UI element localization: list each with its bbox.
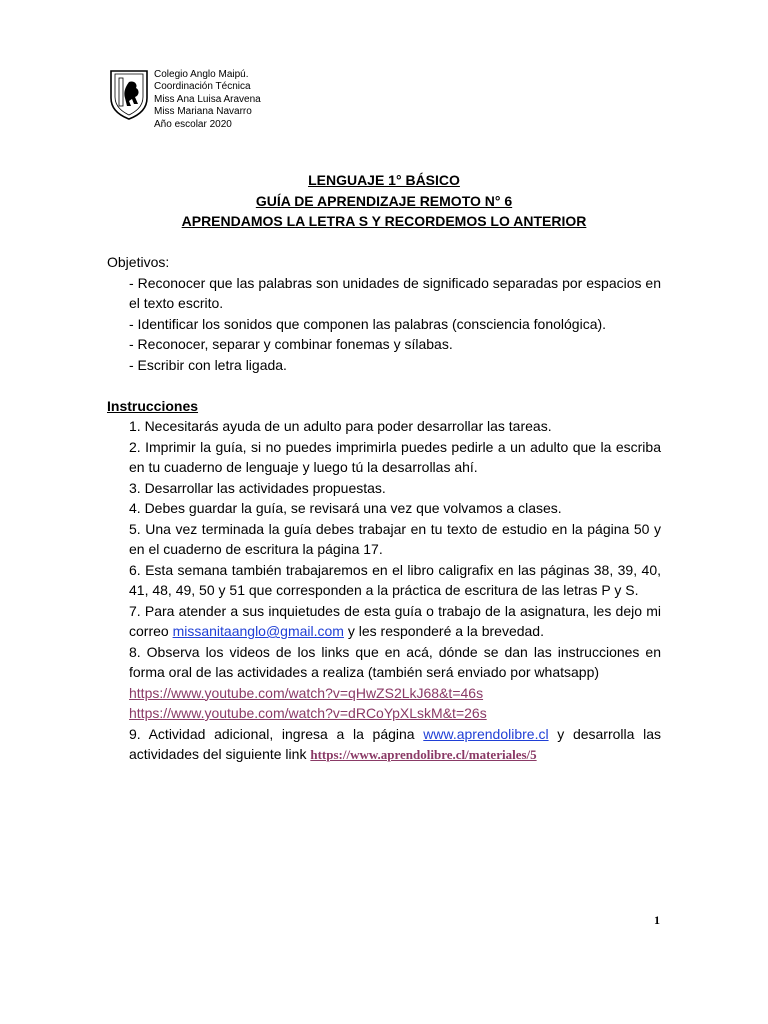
teacher-1: Miss Ana Luisa Aravena (154, 93, 261, 105)
school-header (154, 69, 261, 131)
email-link[interactable]: missanitaanglo@gmail.com (172, 623, 344, 639)
school-name: Colegio Anglo Maipú. (154, 69, 249, 80)
youtube-link-1[interactable]: https://www.youtube.com/watch?v=qHwZS2LkJ68&t=46s (129, 684, 484, 701)
instruction-item (107, 601, 661, 642)
materials-link[interactable]: https://www.aprendolibre.cl/materiales/5 (310, 747, 537, 762)
aprendolibre-site-link[interactable]: www.aprendolibre.cl (423, 725, 549, 742)
instruction-item: 5. Una vez terminada la guía debes trabajar en tu texto de estudio en la página 50 y en el cuaderno de escritura la página 17. (129, 520, 661, 557)
instructions-heading: Instrucciones (107, 397, 199, 414)
youtube-link-row (107, 703, 661, 724)
instruction-item: 1. Necesitarás ayuda de un adulto para poder desarrollar las tareas. (129, 418, 552, 434)
instruction-text: 7. Para atender a sus inquietudes de esta guía o trabajo de la asignatura, les dejo mi correo (129, 602, 661, 639)
objective-item: - Escribir con letra ligada. (129, 356, 287, 373)
instruction-item: 8. Observa los videos de los links que en acá, dónde se dan las instrucciones en forma oral de las actividades a realiza (también será enviado por whatsapp) (129, 643, 661, 680)
objectives-label: Objetivos: (107, 254, 170, 270)
spacer (107, 375, 661, 396)
department: Coordinación Técnica (154, 81, 251, 93)
objective-item: - Reconocer que las palabras son unidades de significado separadas por espacios en el texto escrito. (129, 274, 661, 311)
teacher-2: Miss Mariana Navarro (154, 106, 252, 118)
lesson-title: APRENDAMOS LA LETRA S Y RECORDEMOS LO ANTERIOR (181, 213, 587, 229)
instruction-text: y les responderé a la brevedad. (343, 623, 544, 639)
instruction-text: 9. Actividad adicional, ingresa a la página (129, 725, 424, 742)
school-crest-logo (107, 68, 151, 120)
instruction-item: 2. Imprimir la guía, si no puedes imprimirla puedes pedirle a un adulto que la escriba en tu cuaderno de lenguaje y luego tú la desarrollas ahí. (129, 438, 661, 475)
youtube-link-row (107, 683, 661, 704)
objective-item: - Identificar los sonidos que componen las palabras (consciencia fonológica). (129, 315, 607, 332)
document-body (107, 252, 661, 766)
school-year: Año escolar 2020 (154, 118, 232, 130)
document-titles (100, 170, 668, 232)
subject-title: LENGUAJE 1° BÁSICO (308, 172, 460, 188)
instruction-text: y desarrolla las actividades del siguiente link (129, 725, 661, 762)
youtube-link-2[interactable]: https://www.youtube.com/watch?v=dRCoYpXLskM&t=26s (129, 705, 487, 721)
page-number: 1 (654, 913, 660, 927)
instruction-item (107, 724, 661, 766)
instruction-item: 3. Desarrollar las actividades propuestas. (129, 479, 386, 496)
instruction-item: 4. Debes guardar la guía, se revisará una vez que volvamos a clases. (129, 500, 562, 516)
instruction-item: 6. Esta semana también trabajaremos en el libro caligrafix en las páginas 38, 39, 40, 41, 48, 49, 50 y 51 que corresponden a la práctica de escritura de las letras P y S. (129, 561, 661, 598)
guide-title: GUÍA DE APRENDIZAJE REMOTO N° 6 (255, 192, 513, 209)
objective-item: - Reconocer, separar y combinar fonemas y sílabas. (129, 336, 453, 352)
